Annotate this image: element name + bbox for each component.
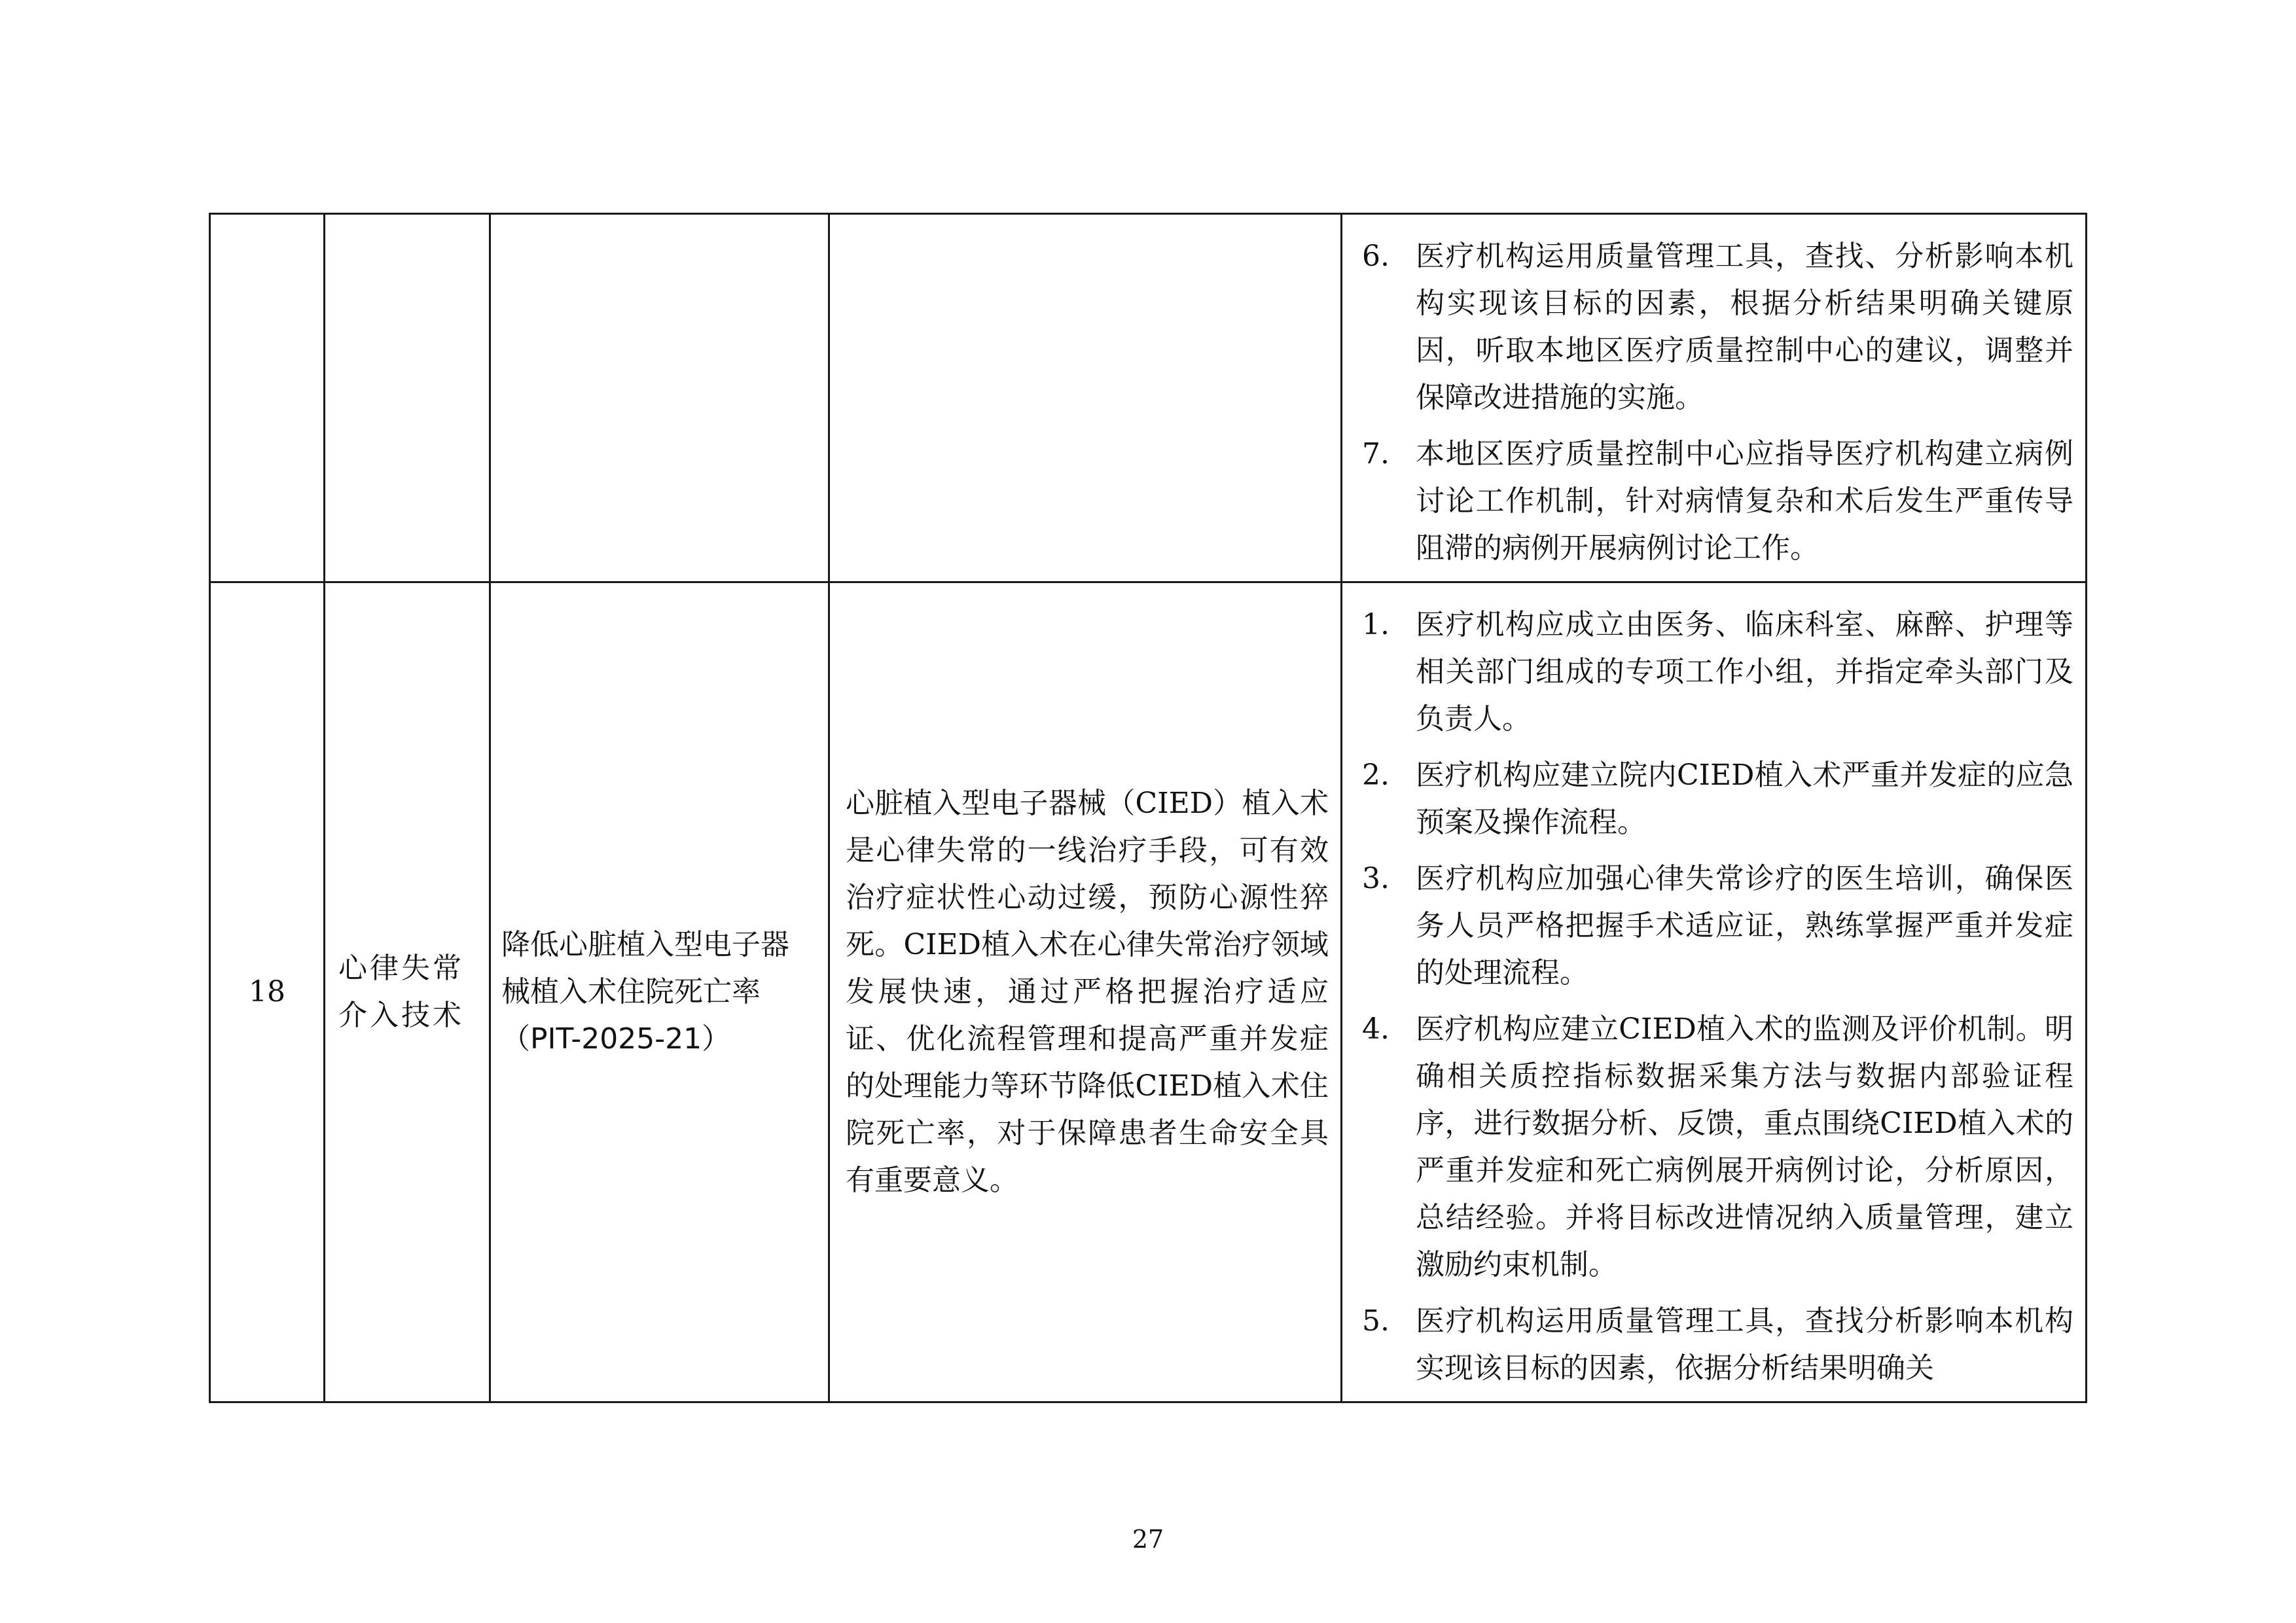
table-row-18 xyxy=(210,582,2087,1402)
measure-number: 2. xyxy=(1362,758,1390,792)
measure-item xyxy=(1357,601,2073,743)
row-number: 18 xyxy=(210,582,325,1402)
cell-measures-continued xyxy=(1342,214,2087,582)
goal-text: 降低心脏植入型电子器械植入术住院死亡率（PIT-2025-21） xyxy=(490,582,829,1402)
measure-text: 医疗机构运用质量管理工具，查找、分析影响本机构实现该目标的因素，根据分析结果明确关键原因，听取本地区医疗质量控制中心的建议，调整并保障改进措施的实施。 xyxy=(1416,240,2073,414)
measure-number: 3. xyxy=(1362,862,1390,895)
measure-number: 5. xyxy=(1362,1304,1390,1338)
measure-text: 医疗机构应建立CIED植入术的监测及评价机制。明确相关质控指标数据采集方法与数据内部验证程序，进行数据分析、反馈，重点围绕CIED植入术的严重并发症和死亡病例展开病例讨论，分析原因，总结经验。并将目标改进情况纳入质量管理，建立激励约束机制。 xyxy=(1416,1012,2073,1281)
cell-number-empty xyxy=(210,214,325,582)
measure-item xyxy=(1357,1006,2073,1289)
measure-text: 医疗机构应成立由医务、临床科室、麻醉、护理等相关部门组成的专项工作小组，并指定牵头部门及负责人。 xyxy=(1416,608,2073,736)
measure-item xyxy=(1357,855,2073,997)
measure-number: 6. xyxy=(1362,240,1390,273)
measures-list-continued xyxy=(1357,233,2073,572)
cell-technology-empty xyxy=(325,214,490,582)
goal-description: 心脏植入型电子器械（CIED）植入术是心律失常的一线治疗手段，可有效治疗症状性心动过缓，预防心源性猝死。CIED植入术在心律失常治疗领域发展快速，通过严格把握治疗适应证、优化流程管理和提高严重并发症的处理能力等环节降低CIED植入术住院死亡率，对于保障患者生命安全具有重要意义。 xyxy=(829,582,1342,1402)
measure-item xyxy=(1357,233,2073,421)
measure-text: 医疗机构应建立院内CIED植入术严重并发症的应急预案及操作流程。 xyxy=(1416,758,2073,839)
measure-item xyxy=(1357,431,2073,572)
cell-description-empty xyxy=(829,214,1342,582)
table-row-continued xyxy=(210,214,2087,582)
measures-list-18 xyxy=(1357,601,2073,1392)
measure-number: 7. xyxy=(1362,437,1390,471)
measure-number: 1. xyxy=(1362,608,1390,641)
page-number: 27 xyxy=(1132,1525,1164,1554)
cell-goal-empty xyxy=(490,214,829,582)
cell-measures-18 xyxy=(1342,582,2087,1402)
technology-name: 心律失常介入技术 xyxy=(325,582,490,1402)
measure-number: 4. xyxy=(1362,1012,1390,1046)
measure-item xyxy=(1357,1298,2073,1392)
measure-text: 医疗机构运用质量管理工具，查找分析影响本机构实现该目标的因素，依据分析结果明确关 xyxy=(1416,1304,2073,1385)
quality-goals-table xyxy=(209,213,2087,1403)
measure-text: 医疗机构应加强心律失常诊疗的医生培训，确保医务人员严格把握手术适应证，熟练掌握严重并发症的处理流程。 xyxy=(1416,862,2073,990)
measure-text: 本地区医疗质量控制中心应指导医疗机构建立病例讨论工作机制，针对病情复杂和术后发生严重传导阻滞的病例开展病例讨论工作。 xyxy=(1416,437,2073,565)
measure-item xyxy=(1357,752,2073,846)
